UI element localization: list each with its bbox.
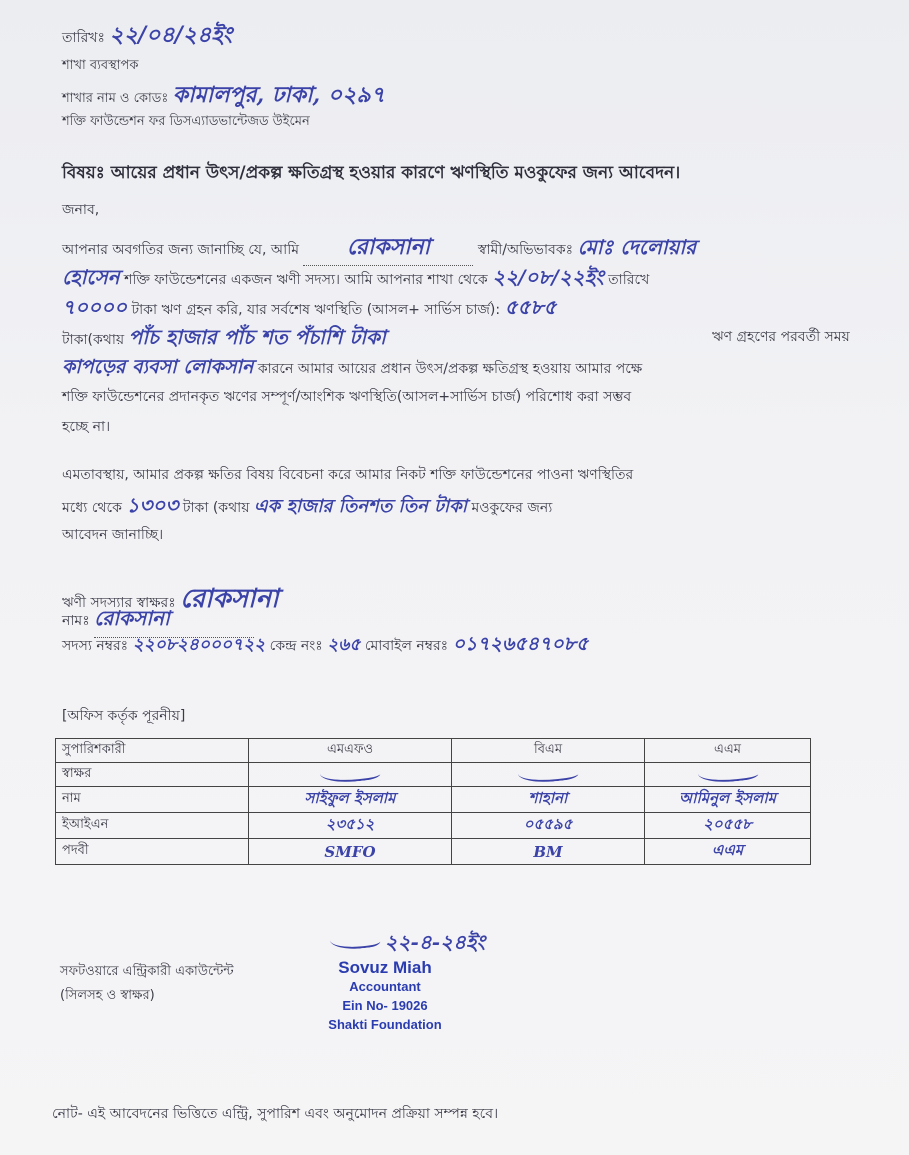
text-for-waiver: মওকুফের জন্য: [471, 500, 553, 516]
balance-words-value: পাঁচ হাজার পাঁচ শত পঁচাশি টাকা: [128, 325, 386, 349]
text-reason: কারনে আমার আয়ের প্রধান উৎস/প্রকল্প ক্ষতিগ্রস্থ হওয়ায় আমার পক্ষে: [257, 361, 643, 377]
para1-line7: হচ্ছে না।: [62, 419, 111, 435]
table-row: [56, 763, 811, 787]
table-cell: ০৫৫৯৫: [452, 813, 645, 839]
date-value: ২২/০৪/২৪ইং: [109, 22, 233, 48]
para1-line2: [62, 262, 649, 295]
header-cell: সুপারিশকারী: [56, 739, 249, 763]
table-row: [56, 813, 811, 839]
name-label: নামঃ: [62, 613, 90, 629]
text-in-words: টাকা(কথায়: [62, 332, 125, 348]
table-row: [56, 787, 811, 813]
mobile-label: মোবাইল নম্বরঃ: [364, 638, 449, 654]
header-cell: এএম: [645, 739, 811, 763]
text-date-suffix: তারিখে: [608, 272, 650, 288]
balance-value: ৫৫৮৫: [504, 295, 557, 319]
text-taka-words: টাকা (কথায়: [182, 500, 250, 516]
accountant-signature: [329, 928, 381, 951]
signature-cell: [645, 763, 811, 787]
table-cell: ২৩৫১২: [249, 813, 452, 839]
para1-line4: [62, 322, 386, 355]
organization-name: শক্তি ফাউন্ডেশন ফর ডিসএ্যাডভান্টেজড উইমেন: [62, 114, 310, 129]
para1-line3: [62, 292, 556, 325]
row-label: নাম: [56, 787, 249, 813]
signature-scribble: [697, 760, 759, 784]
salutation: জনাব,: [62, 202, 100, 218]
table-cell: শাহানা: [452, 787, 645, 813]
accountant-label: সফটওয়ারে এন্ট্রিকারী একাউন্টেন্ট: [60, 964, 234, 979]
stamp-org: Shakti Foundation: [328, 1017, 442, 1032]
guardian-value-2: হোসেন: [62, 265, 120, 289]
table-cell: BM: [452, 839, 645, 865]
para1-line6: শক্তি ফাউন্ডেশনের প্রদানকৃত ঋণের সম্পূর্ণ/আংশিক ঋণস্থিতি(আসল+সার্ভিস চার্জ) পরিশোধ করা সম্ভব: [62, 389, 632, 405]
branch-label: শাখার নাম ও কোডঃ: [62, 91, 169, 106]
loan-amount-value: ৭০০০০: [62, 295, 128, 319]
row-label: ইআইএন: [56, 813, 249, 839]
branch-manager: শাখা ব্যবস্থাপক: [62, 58, 139, 73]
para2-line1: এমতাবস্থায়, আমার প্রকল্প ক্ষতির বিষয় বিবেচনা করে আমার নিকট শক্তি ফাউন্ডেশনের পাওনা ঋণস্থিতির: [62, 467, 634, 483]
branch-value: কামালপুর, ঢাকা, ০২৯৭: [172, 82, 385, 108]
table-cell: সাইফুল ইসলাম: [249, 787, 452, 813]
subject-line: বিষয়ঃ আয়ের প্রধান উৎস/প্রকল্প ক্ষতিগ্রস্থ হওয়ার কারণে ঋণস্থিতি মওকুফের জন্য আবেদন।: [62, 163, 681, 183]
member-no-label: সদস্য নম্বরঃ: [62, 638, 129, 654]
text-from: মধ্যে থেকে: [62, 500, 122, 516]
loan-date-value: ২২/০৮/২২ইং: [492, 265, 604, 289]
para1-line5: [62, 352, 642, 384]
applicant-name-value: রোকসানা: [346, 234, 431, 260]
recommendation-table: [55, 738, 811, 865]
row-label: পদবী: [56, 839, 249, 865]
table-row: [56, 839, 811, 865]
guardian-value: মোঃ দেলোয়ার: [577, 235, 697, 259]
signature-label: ঋণী সদস্যার স্বাক্ষরঃ: [62, 595, 176, 611]
member-name-value: রোকসানা: [94, 606, 170, 630]
mobile-value: ০১৭২৬৫৪৭০৮৫: [452, 633, 589, 655]
member-signature: রোকসানা: [180, 584, 279, 614]
waiver-words-value: এক হাজার তিনশত তিন টাকা: [253, 496, 467, 517]
para2-line2: [62, 490, 552, 523]
signature-cell: [452, 763, 645, 787]
signature-cell: [249, 763, 452, 787]
stamp-title: Accountant: [349, 979, 421, 994]
branch-line: [62, 78, 385, 115]
text-after-loan: ঋণ গ্রহণের পরবর্তী সময়: [712, 329, 850, 345]
accountant-stamp: [305, 958, 465, 1034]
footer-note: নোট- এই আবেদনের ভিত্তিতে এন্ট্রি, সুপারিশ এবং অনুমোদন প্রক্রিয়া সম্পন্ন হবে।: [52, 1106, 499, 1122]
para1-line1: [62, 232, 696, 266]
header-cell: এমএফও: [249, 739, 452, 763]
signature-scribble: [319, 760, 381, 784]
stamp-name: Sovuz Miah: [338, 958, 432, 977]
reason-value: কাপড়ের ব্যবসা লোকসান: [62, 356, 254, 378]
accountant-seal-note: (সিলসহ ও স্বাক্ষর): [60, 988, 155, 1003]
text-intro: আপনার অবগতির জন্য জানাচ্ছি যে, আমি: [62, 242, 300, 258]
table-cell: আমিনুল ইসলাম: [645, 787, 811, 813]
table-header-row: [56, 739, 811, 763]
accountant-date-value: ২২-৪-২৪ইং: [384, 930, 486, 954]
member-details-line: [62, 630, 588, 662]
waiver-amount-value: ১৩০৩: [126, 493, 179, 517]
guardian-label: স্বামী/অভিভাবকঃ: [477, 242, 574, 258]
table-cell: SMFO: [249, 839, 452, 865]
signature-scribble: [517, 760, 579, 784]
header-cell: বিএম: [452, 739, 645, 763]
table-cell: ২০৫৫৮: [645, 813, 811, 839]
date-line: [62, 18, 232, 55]
text-member: শক্তি ফাউন্ডেশনের একজন ঋণী সদস্য। আমি আপনার শাখা থেকে: [124, 272, 488, 288]
member-no-value: ২২০৮২৪০০০৭২২: [132, 635, 266, 655]
center-label: কেন্দ্র নংঃ: [269, 638, 323, 654]
office-use-label: [অফিস কর্তৃক পূরনীয়]: [62, 708, 186, 724]
date-label: তারিখঃ: [62, 30, 105, 46]
stamp-ein: Ein No- 19026: [342, 998, 428, 1013]
para2-line3: আবেদন জানাচ্ছি।: [62, 527, 164, 543]
row-label: স্বাক্ষর: [56, 763, 249, 787]
accountant-signature-line: [330, 928, 485, 961]
text-loan: টাকা ঋণ গ্রহন করি, যার সর্বশেষ ঋণস্থিতি (আসল+ সার্ভিস চার্জ):: [131, 302, 501, 318]
table-cell: এএম: [645, 839, 811, 865]
center-value: ২৬৫: [327, 635, 361, 655]
